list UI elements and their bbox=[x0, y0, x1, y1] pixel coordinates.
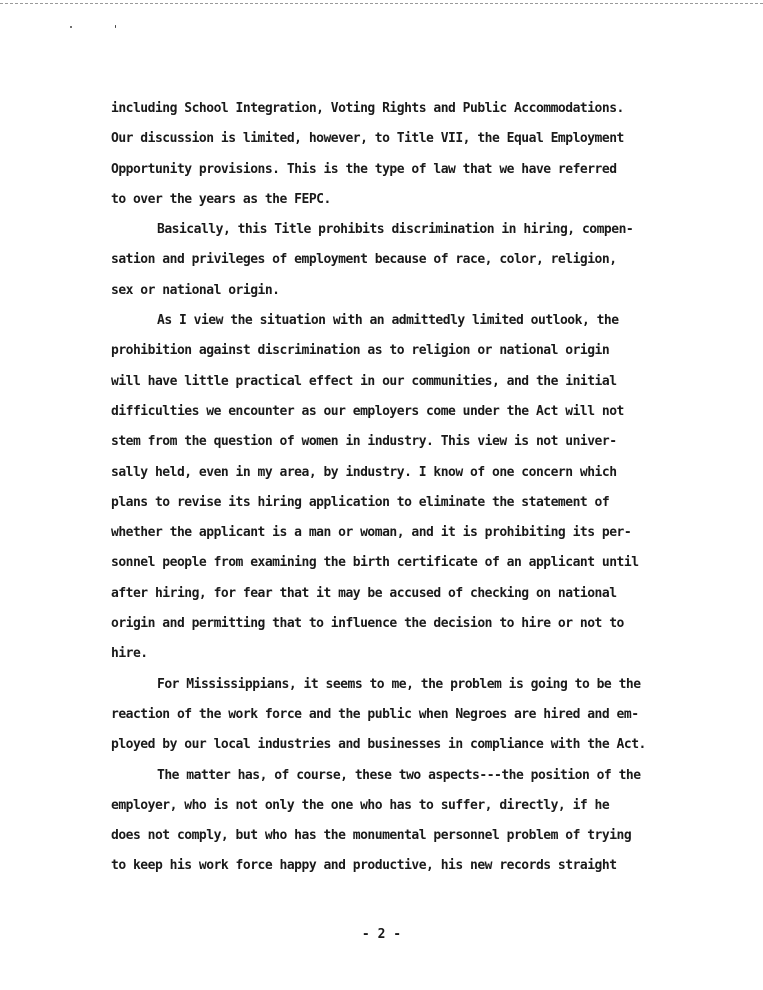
text-line: For Mississippians, it seems to me, the problem is going to be the bbox=[157, 676, 641, 692]
paragraph bbox=[111, 99, 711, 220]
text-line: plans to revise its hiring application to eliminate the statement of bbox=[111, 494, 610, 510]
text-line: employer, who is not only the one who has to suffer, directly, if he bbox=[111, 797, 610, 813]
text-line: sex or national origin. bbox=[111, 282, 280, 298]
text-line: Opportunity provisions. This is the type of law that we have referred bbox=[111, 161, 617, 177]
text-line: including School Integration, Voting Rights and Public Accommodations. bbox=[111, 101, 624, 116]
text-line: whether the applicant is a man or woman, and it is prohibiting its per- bbox=[111, 525, 632, 541]
text-line: difficulties we encounter as our employers come under the Act will not bbox=[111, 403, 624, 419]
text-line: stem from the question of women in industry. This view is not univer- bbox=[111, 434, 617, 450]
text-line: to keep his work force happy and productive, his new records straight bbox=[111, 858, 617, 874]
text-line: sally held, even in my area, by industry. I know of one concern which bbox=[111, 464, 617, 480]
text-line: ployed by our local industries and businesses in compliance with the Act. bbox=[111, 737, 646, 753]
text-line: will have little practical effect in our communities, and the initial bbox=[111, 373, 617, 389]
text-line: Basically, this Title prohibits discrimination in hiring, compen- bbox=[157, 222, 634, 238]
text-line: sonnel people from examining the birth certificate of an applicant until bbox=[111, 555, 639, 571]
text-line: hire. bbox=[111, 646, 148, 662]
paragraph bbox=[111, 766, 711, 887]
scan-speck bbox=[70, 26, 72, 28]
text-line: does not comply, but who has the monumental personnel problem of trying bbox=[111, 828, 632, 844]
text-line: to over the years as the FEPC. bbox=[111, 191, 331, 207]
text-line: origin and permitting that to influence the decision to hire or not to bbox=[111, 616, 624, 632]
text-line: The matter has, of course, these two aspects---the position of the bbox=[157, 767, 641, 783]
text-line: after hiring, for fear that it may be accused of checking on national bbox=[111, 585, 617, 601]
paragraph bbox=[111, 220, 711, 311]
text-line: Our discussion is limited, however, to Title VII, the Equal Employment bbox=[111, 131, 624, 147]
scan-speck bbox=[115, 25, 116, 28]
page-top-edge bbox=[0, 3, 763, 4]
document-body bbox=[111, 99, 711, 887]
text-line: reaction of the work force and the public when Negroes are hired and em- bbox=[111, 706, 639, 722]
text-line: sation and privileges of employment because of race, color, religion, bbox=[111, 252, 617, 268]
text-line: As I view the situation with an admittedly limited outlook, the bbox=[157, 313, 619, 329]
text-line: prohibition against discrimination as to religion or national origin bbox=[111, 343, 610, 359]
paragraph bbox=[111, 675, 711, 766]
paragraph bbox=[111, 311, 711, 675]
page-number: - 2 - bbox=[361, 927, 402, 942]
